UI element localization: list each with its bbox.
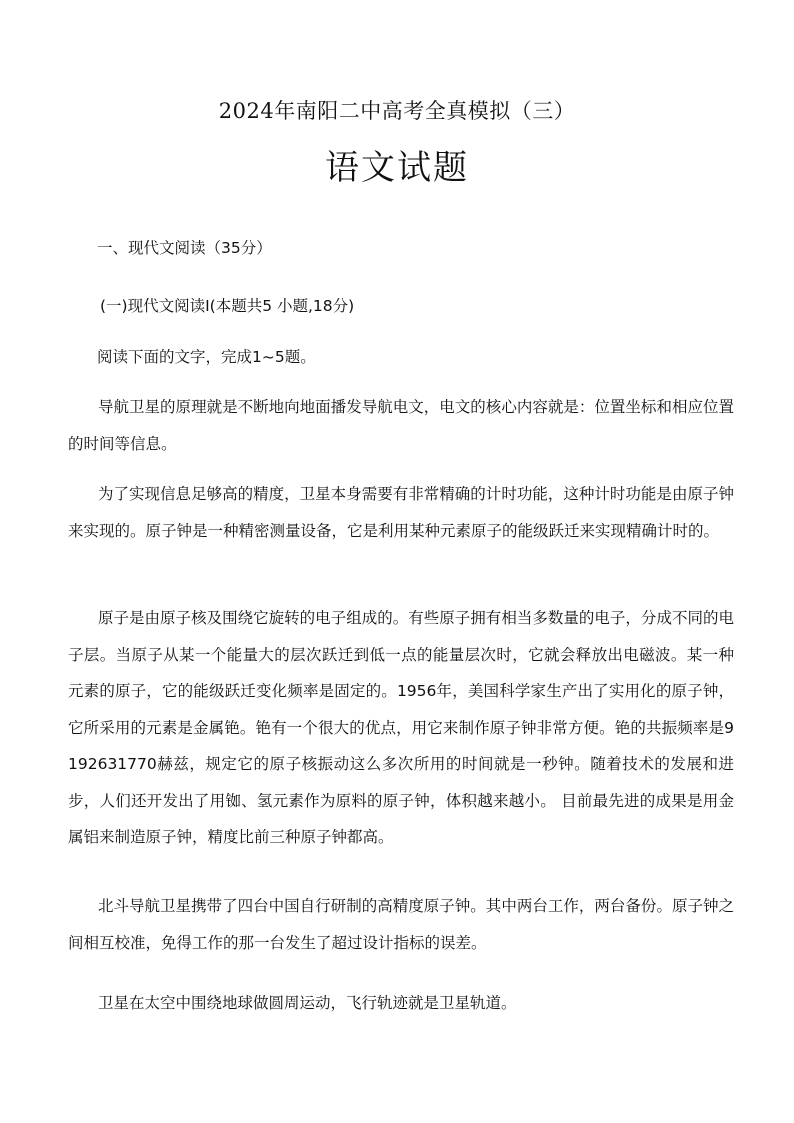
passage-paragraph-2: 为了实现信息足够高的精度，卫星本身需要有非常精确的计时功能，这种计时功能是由原子钟来实现的。原子钟是一种精密测量设备，它是利用某种元素原子的能级跃迁来实现精确计时的。	[68, 485, 734, 540]
subject-title: 语文试题	[325, 148, 469, 188]
exam-title: 2024年南阳二中高考全真模拟（三）	[218, 99, 576, 123]
section-heading: 一、现代文阅读（35分）	[97, 239, 272, 257]
passage-paragraph-5: 卫星在太空中围绕地球做圆周运动，飞行轨迹就是卫星轨道。	[98, 994, 517, 1012]
passage-paragraph-3: 原子是由原子核及围绕它旋转的电子组成的。有些原子拥有相当多数量的电子，分成不同的电子层。当原子从某一个能量大的层次跃迁到低一点的能量层次时，它就会释放出电磁波。某一种元素的原子，它的能级跃迁变化频率是固定的。1956年，美国科学家生产出了实用化的原子钟，它所采用的元素是金属铯。铯有一个很大的优点，用它来制作原子钟非常方便。铯的共振频率是9192631770赫兹，规定它的原子核振动这么多次所用的时间就是一秒钟。随着技术的发展和进步，人们还开发出了用铷、氢元素作为原料的原子钟，体积越来越小。 目前最先进的成果是用金属铝来制造原子钟，精度比前三种原子钟都高。	[68, 609, 734, 846]
passage-paragraph-1: 导航卫星的原理就是不断地向地面播发导航电文，电文的核心内容就是：位置坐标和相应位置的时间等信息。	[68, 398, 734, 453]
reading-instruction: 阅读下面的文字，完成1~5题。	[97, 348, 316, 366]
passage-paragraph-4: 北斗导航卫星携带了四台中国自行研制的高精度原子钟。其中两台工作，两台备份。原子钟之间相互校准，免得工作的那一台发生了超过设计指标的误差。	[68, 897, 734, 952]
section-subheading: (一)现代文阅读Ⅰ(本题共5 小题,18分)	[100, 297, 355, 315]
